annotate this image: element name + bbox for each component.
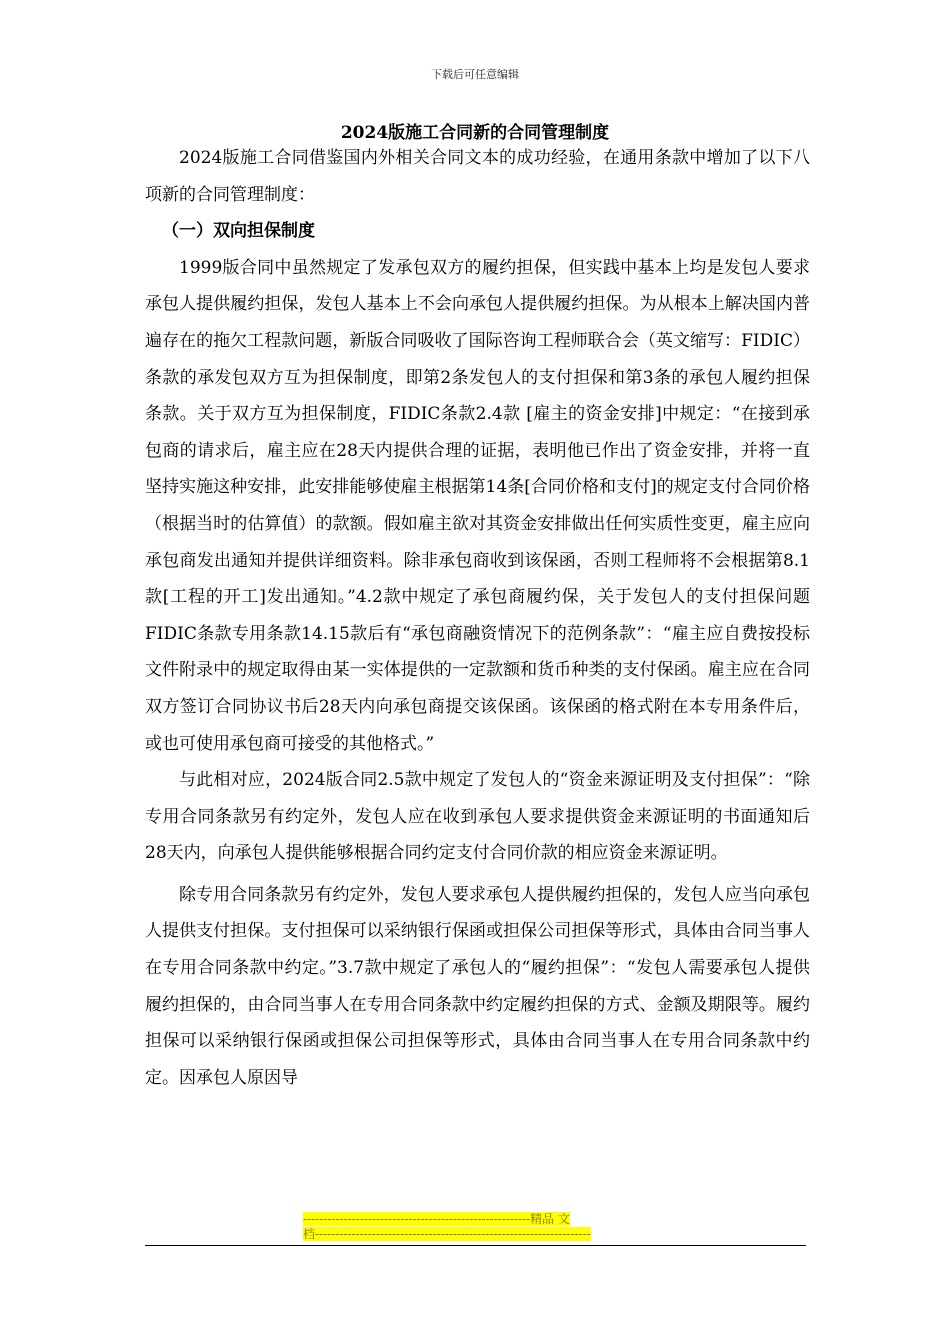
document-title: 2024版施工合同新的合同管理制度 <box>340 123 610 143</box>
footer-divider <box>145 1245 806 1246</box>
page-header: 下载后可任意编辑 <box>431 68 519 81</box>
document-body <box>145 140 810 1096</box>
section-heading: （一）双向担保制度 <box>162 221 315 242</box>
body-paragraph: 与此相对应，2024版合同2.5款中规定了发包人的“资金来源证明及支付担保”：“除专用合同条款另有约定外，发包人应在收到承包人要求提供资金来源证明的书面通知后28天内，向承包人提供能够根据合同约定支付合同价款的相应资金来源证明。 <box>145 770 810 864</box>
footer-watermark <box>303 1212 648 1242</box>
footer-watermark-line: 档-------------------------------------------------------------------- <box>303 1227 591 1241</box>
body-paragraph: 1999版合同中虽然规定了发承包双方的履约担保，但实践中基本上均是发包人要求承包人提供履约担保，发包人基本上不会向承包人提供履约担保。为从根本上解决国内普遍存在的拖欠工程款问题，新版合同吸收了国际咨询工程师联合会（英文缩写：FIDIC）条款的承发包双方互为担保制度，即第2条发包人的支付担保和第3条的承包人履约担保条款。关于双方互为担保制度，FIDIC条款2.4款 [雇主的资金安排]中规定：“在接到承包商的请求后，雇主应在28天内提供合理的证据，表明他已作出了资金安排，并将一直坚持实施这种安排，此安排能够使雇主根据第14条[合同价格和支付]的规定支付合同价格（根据当时的估算值）的款额。假如雇主欲对其资金安排做出任何实质性变更，雇主应向承包商发出通知并提供详细资料。除非承包商收到该保函，否则工程师将不会根据第8.1款[工程的开工]发出通知。”4.2款中规定了承包商履约保，关于发包人的支付担保问题FIDIC条款专用条款14.15款后有“承包商融资情况下的范例条款”：“雇主应自费按投标文件附录中的规定取得由某一实体提供的一定款额和货币种类的支付保函。雇主应在合同双方签订合同协议书后28天内向承包商提交该保函。该保函的格式附在本专用条件后，或也可使用承包商可接受的其他格式。” <box>145 257 810 754</box>
intro-paragraph: 2024版施工合同借鉴国内外相关合同文本的成功经验，在通用条款中增加了以下八项新的合同管理制度： <box>145 148 810 205</box>
body-paragraph: 除专用合同条款另有约定外，发包人要求承包人提供履约担保的，发包人应当向承包人提供支付担保。支付担保可以采纳银行保函或担保公司担保等形式，具体由合同当事人在专用合同条款中约定。”3.7款中规定了承包人的“履约担保”：“发包人需要承包人提供履约担保的，由合同当事人在专用合同条款中约定履约担保的方式、金额及期限等。履约担保可以采纳银行保函或担保公司担保等形式，具体由合同当事人在专用合同条款中约定。因承包人原因导 <box>145 884 810 1088</box>
footer-watermark-line: --------------------------------------------------------精品 文 <box>303 1212 570 1226</box>
